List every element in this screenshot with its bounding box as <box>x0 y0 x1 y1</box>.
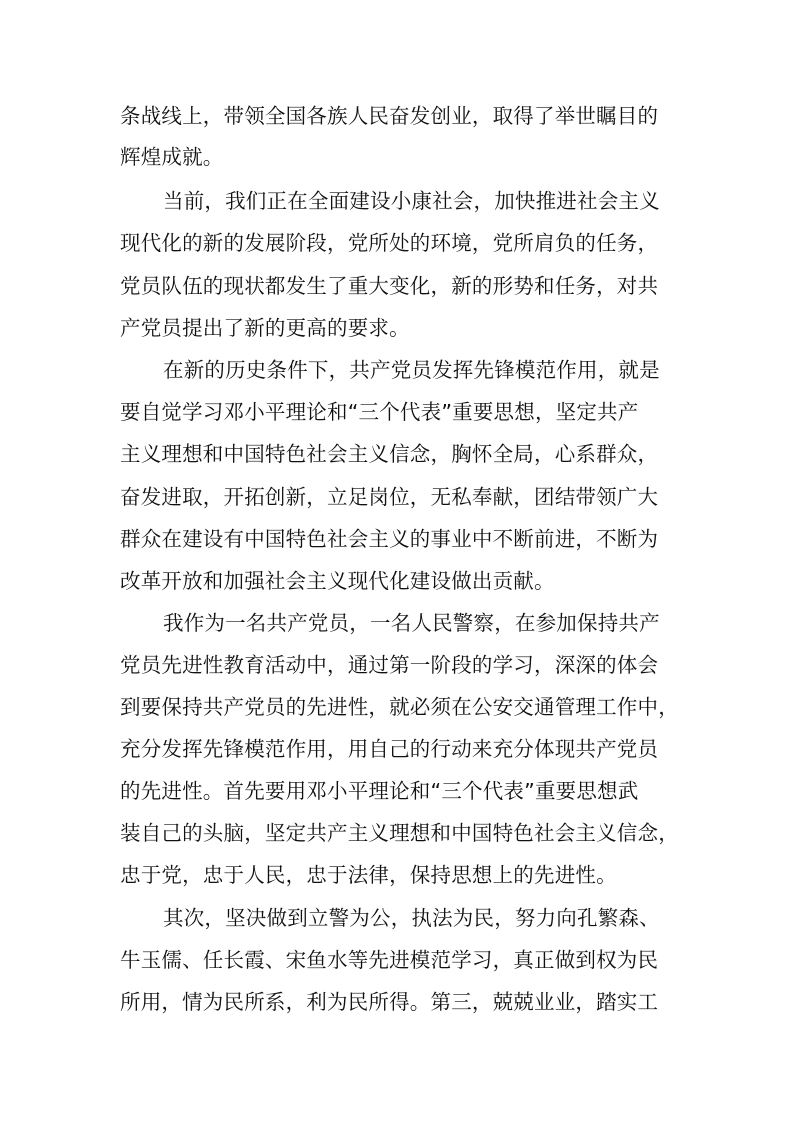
text-line: 奋发进取，开拓创新，立足岗位，无私奉献，团结带领广大 <box>120 485 659 509</box>
text-line: 充分发挥先锋模范作用，用自己的行动来充分体现共产党员 <box>120 737 659 761</box>
text-line: 忠于党，忠于人民，忠于法律，保持思想上的先进性。 <box>120 863 617 887</box>
text-line: 改革开放和加强社会主义现代化建设做出贡献。 <box>120 569 555 593</box>
text-line: 辉煌成就。 <box>120 145 224 169</box>
text-line: 装自己的头脑，坚定共产主义理想和中国特色社会主义信念， <box>120 821 679 845</box>
text-line: 主义理想和中国特色社会主义信念，胸怀全局，心系群众， <box>120 442 659 466</box>
text-line: 党员先进性教育活动中，通过第一阶段的学习，深深的体会 <box>120 653 659 677</box>
text-line: 条战线上，带领全国各族人民奋发创业，取得了举世瞩目的 <box>120 104 659 128</box>
text-line: 所用，情为民所系，利为民所得。第三，兢兢业业，踏实工 <box>120 990 659 1014</box>
text-line: 牛玉儒、任长霞、宋鱼水等先进模范学习，真正做到权为民 <box>120 948 659 972</box>
text-line: 党员队伍的现状都发生了重大变化，新的形势和任务，对共 <box>120 274 659 298</box>
text-line: 其次，坚决做到立警为公，执法为民，努力向孔繁森、 <box>163 906 660 930</box>
text-line: 当前，我们正在全面建设小康社会，加快推进社会主义 <box>163 189 660 213</box>
text-line: 到要保持共产党员的先进性，就必须在公安交通管理工作中， <box>120 695 679 719</box>
text-line: 我作为一名共产党员，一名人民警察，在参加保持共产 <box>163 611 660 635</box>
text-line: 在新的历史条件下，共产党员发挥先锋模范作用，就是 <box>163 358 660 382</box>
text-line: 现代化的新的发展阶段，党所处的环境，党所肩负的任务， <box>120 231 659 255</box>
text-line: 群众在建设有中国特色社会主义的事业中不断前进，不断为 <box>120 527 659 551</box>
text-line: 产党员提出了新的更高的要求。 <box>120 316 410 340</box>
text-line: 的先进性。首先要用邓小平理论和“三个代表”重要思想武 <box>120 779 639 803</box>
text-line: 要自觉学习邓小平理论和“三个代表”重要思想，坚定共产 <box>120 400 639 424</box>
